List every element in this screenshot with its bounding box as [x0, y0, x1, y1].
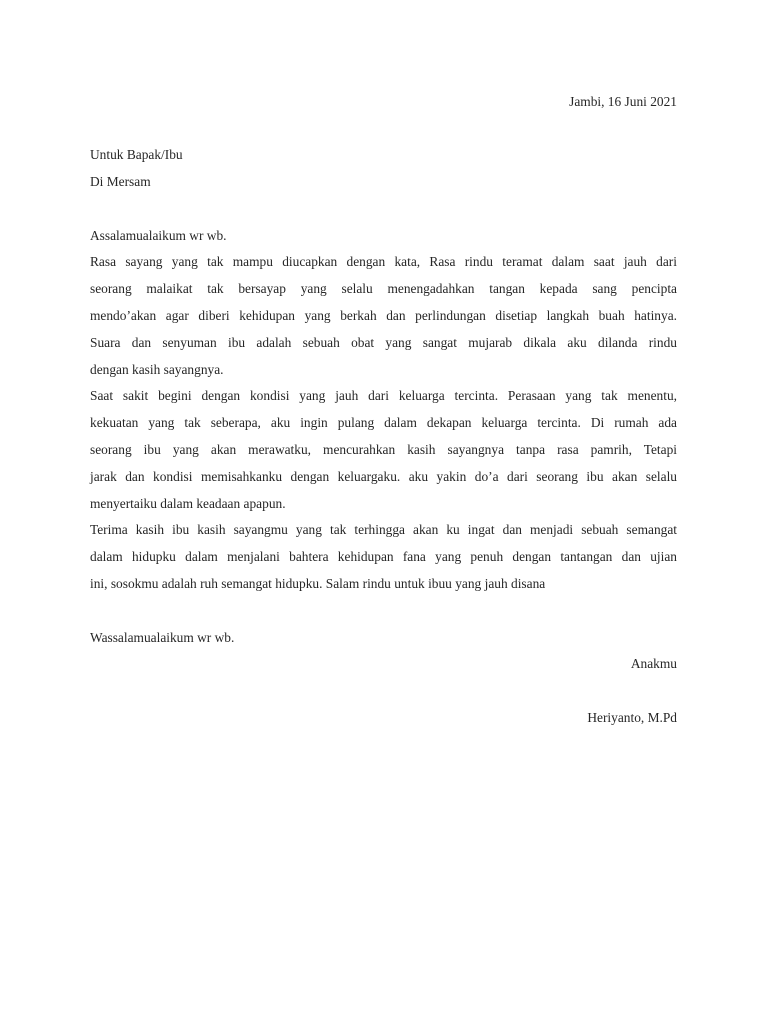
recipient-line-2: Di Mersam: [90, 174, 151, 189]
body-line: Terima kasih ibu kasih sayangmu yang tak terhingga akan ku ingat dan menjadi sebuah semangat: [90, 522, 677, 537]
body-line: menyertaiku dalam keadaan apapun.: [90, 496, 286, 511]
body-line: seorang malaikat tak bersayap yang selalu menengadahkan tangan kepada sang pencipta: [90, 281, 677, 296]
body-line: dengan kasih sayangnya.: [90, 362, 224, 377]
body-line: ini, sosokmu adalah ruh semangat hidupku. Salam rindu untuk ibuu yang jauh disana: [90, 576, 546, 591]
sign-label: Anakmu: [630, 656, 677, 671]
body-line: jarak dan kondisi memisahkanku dengan keluargaku. aku yakin do’a dari seorang ibu akan selalu: [90, 469, 677, 484]
body-line: dalam hidupku dalam menjalani bahtera kehidupan fana yang penuh dengan tantangan dan ujian: [90, 549, 677, 564]
place-date: Jambi, 16 Juni 2021: [569, 94, 677, 109]
recipient-line-1: Untuk Bapak/Ibu: [90, 147, 183, 162]
body-line: Suara dan senyuman ibu adalah sebuah obat yang sangat mujarab dikala aku dilanda rindu: [90, 335, 677, 350]
greeting: Assalamualaikum wr wb.: [90, 228, 227, 243]
body-line: Rasa sayang yang tak mampu diucapkan dengan kata, Rasa rindu teramat dalam saat jauh dari: [90, 254, 677, 269]
body-line: kekuatan yang tak seberapa, aku ingin pulang dalam dekapan keluarga tercinta. Di rumah ada: [90, 415, 677, 430]
body-line: mendo’akan agar diberi kehidupan yang berkah dan perlindungan disetiap langkah buah hatinya.: [90, 308, 677, 323]
closing: Wassalamualaikum wr wb.: [90, 630, 235, 645]
body-line: seorang ibu yang akan merawatku, mencurahkan kasih sayangnya tanpa rasa pamrih, Tetapi: [90, 442, 677, 457]
body-line: Saat sakit begini dengan kondisi yang jauh dari keluarga tercinta. Perasaan yang tak menentu,: [90, 388, 677, 403]
signer-name: Heriyanto, M.Pd: [587, 710, 677, 725]
